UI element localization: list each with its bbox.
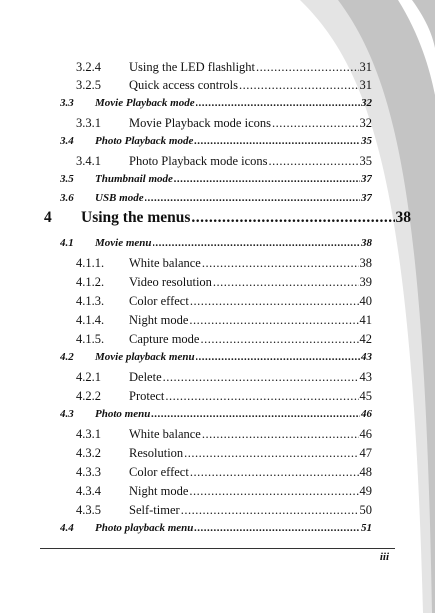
toc-entry-number: 4.1.5. bbox=[76, 332, 105, 346]
toc-entry-title: White balance bbox=[129, 427, 201, 441]
toc-entry-number: 4.3 bbox=[60, 408, 74, 420]
toc-entry-number: 3.2.4 bbox=[76, 60, 101, 74]
toc-entry[interactable] bbox=[76, 78, 372, 96]
toc-entry[interactable] bbox=[76, 275, 372, 293]
toc-entry-title: Quick access controls bbox=[129, 78, 238, 92]
footer-rule bbox=[40, 548, 395, 549]
toc-entry-number: 3.5 bbox=[60, 173, 74, 185]
toc-entry[interactable] bbox=[76, 389, 372, 407]
toc-entry-title: Photo menu bbox=[95, 408, 151, 420]
toc-entry-number: 4.3.2 bbox=[76, 446, 101, 460]
toc-entry-page: 35 bbox=[359, 154, 372, 168]
toc-entry-page: 46 bbox=[359, 427, 372, 441]
toc-entry-leader bbox=[145, 192, 360, 204]
toc-entry-page: 31 bbox=[359, 78, 372, 92]
toc-entry-number: 3.6 bbox=[60, 192, 74, 204]
toc-entry-page: 38 bbox=[359, 256, 372, 270]
toc-entry[interactable] bbox=[76, 294, 372, 312]
toc-entry-title: Delete bbox=[129, 370, 162, 384]
toc-entry-leader bbox=[269, 154, 359, 169]
toc-entry-leader bbox=[256, 60, 358, 75]
toc-entry-title: Capture mode bbox=[129, 332, 200, 346]
toc-entry-title: Self-timer bbox=[129, 503, 180, 517]
toc-entry-page: 51 bbox=[361, 522, 372, 534]
toc-entry-page: 32 bbox=[361, 97, 372, 109]
toc-entry[interactable] bbox=[76, 503, 372, 521]
toc-entry-leader bbox=[190, 465, 359, 480]
toc-entry[interactable] bbox=[60, 237, 372, 255]
toc-entry-leader bbox=[272, 116, 359, 131]
toc-entry[interactable] bbox=[60, 408, 372, 426]
toc-entry[interactable] bbox=[76, 484, 372, 502]
toc-entry-leader bbox=[163, 370, 359, 385]
toc-entry[interactable] bbox=[60, 135, 372, 153]
toc-entry-number: 4.4 bbox=[60, 522, 74, 534]
toc-entry-title: Movie Playback mode bbox=[95, 97, 195, 109]
toc-entry-number: 4.2.2 bbox=[76, 389, 101, 403]
toc-entry-number: 4.1.4. bbox=[76, 313, 105, 327]
toc-entry-title: Movie playback menu bbox=[95, 351, 195, 363]
toc-entry-number: 4.1.2. bbox=[76, 275, 105, 289]
toc-entry-page: 47 bbox=[359, 446, 372, 460]
toc-entry-number: 4.3.4 bbox=[76, 484, 101, 498]
toc-entry[interactable] bbox=[76, 370, 372, 388]
toc-entry[interactable] bbox=[76, 116, 372, 134]
toc-entry-title: Protect bbox=[129, 389, 165, 403]
toc-entry-page: 38 bbox=[361, 237, 372, 249]
toc-entry-leader bbox=[189, 313, 358, 328]
toc-entry-title: Movie Playback mode icons bbox=[129, 116, 271, 130]
toc-entry-title: Color effect bbox=[129, 294, 189, 308]
toc-entry-title: White balance bbox=[129, 256, 201, 270]
toc-entry[interactable] bbox=[76, 60, 372, 78]
toc-entry-page: 43 bbox=[359, 370, 372, 384]
toc-entry-number: 4.1 bbox=[60, 237, 74, 249]
toc-entry-title: Photo Playback mode bbox=[95, 135, 194, 147]
toc-entry-number: 4 bbox=[44, 209, 52, 226]
toc-entry-leader bbox=[153, 237, 360, 249]
toc-entry-page: 37 bbox=[361, 173, 372, 185]
toc-entry[interactable] bbox=[76, 427, 372, 445]
toc-entry-page: 45 bbox=[359, 389, 372, 403]
toc-entry-leader bbox=[202, 427, 359, 442]
toc-entry[interactable] bbox=[76, 154, 372, 172]
toc-entry-number: 4.1.3. bbox=[76, 294, 105, 308]
toc-entry-page: 39 bbox=[359, 275, 372, 289]
footer-page-number: iii bbox=[379, 551, 389, 563]
toc-entry-leader bbox=[213, 275, 359, 290]
toc-entry[interactable] bbox=[76, 465, 372, 483]
toc-entry-title: Video resolution bbox=[129, 275, 212, 289]
toc-entry-page: 37 bbox=[361, 192, 372, 204]
toc-entry-number: 4.1.1. bbox=[76, 256, 105, 270]
toc-entry-title: Resolution bbox=[129, 446, 184, 460]
toc-entry[interactable] bbox=[60, 192, 372, 210]
toc-entry-title: Color effect bbox=[129, 465, 189, 479]
toc-entry-title: Using the menus bbox=[81, 209, 191, 226]
toc-entry-leader bbox=[165, 389, 358, 404]
toc-entry-number: 3.4.1 bbox=[76, 154, 101, 168]
toc-entry-number: 4.3.1 bbox=[76, 427, 101, 441]
toc-entry-leader bbox=[194, 135, 360, 147]
toc-entry-title: Photo Playback mode icons bbox=[129, 154, 268, 168]
toc-entry[interactable] bbox=[76, 446, 372, 464]
toc-entry[interactable] bbox=[60, 173, 372, 191]
toc-entry[interactable] bbox=[60, 97, 372, 115]
toc-entry[interactable] bbox=[76, 332, 372, 350]
toc-entry[interactable] bbox=[76, 256, 372, 274]
toc-entry-number: 4.2.1 bbox=[76, 370, 101, 384]
toc-entry-leader bbox=[200, 332, 358, 347]
toc-entry-leader bbox=[151, 408, 360, 420]
toc-entry-leader bbox=[181, 503, 359, 518]
toc-entry-number: 4.2 bbox=[60, 351, 74, 363]
toc-entry[interactable] bbox=[76, 313, 372, 331]
toc-entry-number: 3.3.1 bbox=[76, 116, 101, 130]
toc-entry-number: 3.2.5 bbox=[76, 78, 101, 92]
toc-entry-page: 49 bbox=[359, 484, 372, 498]
toc-entry-page: 48 bbox=[359, 465, 372, 479]
toc-entry-page: 32 bbox=[359, 116, 372, 130]
toc-entry[interactable] bbox=[44, 209, 411, 233]
toc-entry-number: 4.3.5 bbox=[76, 503, 101, 517]
toc-entry-page: 35 bbox=[361, 135, 372, 147]
toc-entry-page: 31 bbox=[359, 60, 372, 74]
toc-entry-page: 40 bbox=[359, 294, 372, 308]
toc-entry-title: Thumbnail mode bbox=[95, 173, 173, 185]
toc-entry[interactable] bbox=[60, 522, 372, 540]
toc-entry-page: 50 bbox=[359, 503, 372, 517]
toc-entry-title: USB mode bbox=[95, 192, 144, 204]
toc-entry-title: Photo playback menu bbox=[95, 522, 194, 534]
toc-entry-page: 46 bbox=[361, 408, 372, 420]
toc-entry-title: Night mode bbox=[129, 313, 189, 327]
toc-entry-leader bbox=[194, 522, 360, 534]
toc-entry-leader bbox=[174, 173, 360, 185]
toc-entry-leader bbox=[196, 351, 360, 363]
toc-entry-number: 3.3 bbox=[60, 97, 74, 109]
toc-entry-title: Night mode bbox=[129, 484, 189, 498]
toc-entry-leader bbox=[202, 256, 359, 271]
toc-entry-number: 3.4 bbox=[60, 135, 74, 147]
toc-entry-leader bbox=[191, 209, 394, 227]
toc-entry-title: Using the LED flashlight bbox=[129, 60, 256, 74]
toc-entry[interactable] bbox=[60, 351, 372, 369]
toc-entry-leader bbox=[184, 446, 358, 461]
toc-entry-number: 4.3.3 bbox=[76, 465, 101, 479]
toc-entry-page: 41 bbox=[359, 313, 372, 327]
toc-entry-title: Movie menu bbox=[95, 237, 152, 249]
toc-entry-leader bbox=[239, 78, 359, 93]
toc-entry-page: 42 bbox=[359, 332, 372, 346]
toc-entry-leader bbox=[189, 484, 358, 499]
toc-entry-leader bbox=[190, 294, 359, 309]
toc-entry-page: 38 bbox=[395, 209, 411, 226]
toc-entry-page: 43 bbox=[361, 351, 372, 363]
toc-entry-leader bbox=[196, 97, 360, 109]
